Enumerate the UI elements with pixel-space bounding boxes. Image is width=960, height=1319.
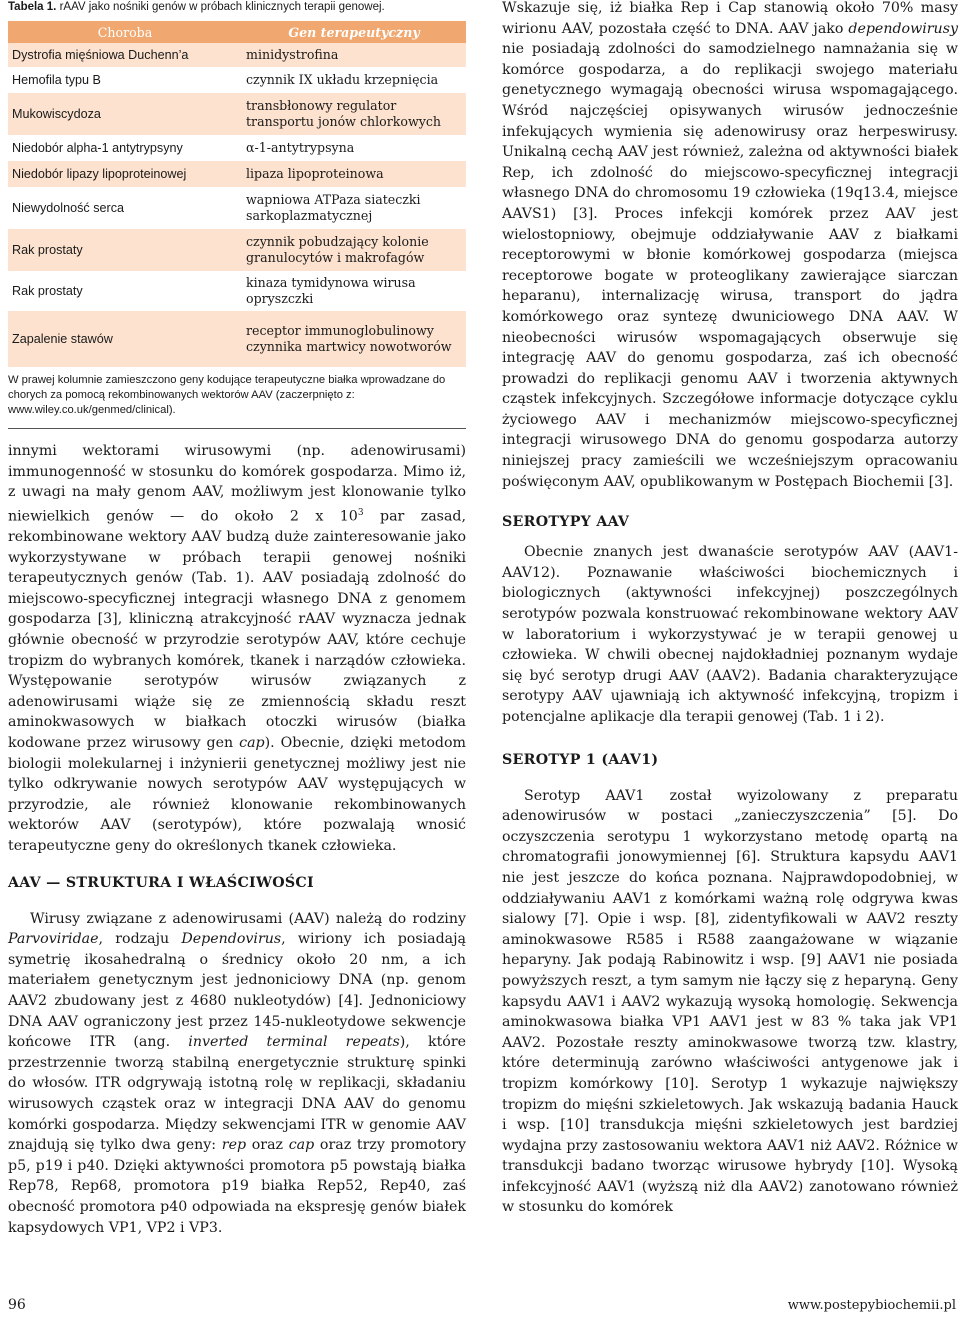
table-note: W prawej kolumnie zamieszczono geny kodujące terapeutyczne białka wprowadzane do chorych za pomocą rekombinowanych wektorów AAV (zaczerpnięto z: www.wiley.co.uk/genmed/clinical).: [8, 373, 466, 429]
table-row: [8, 43, 466, 67]
left-paragraph-2: [8, 909, 466, 1239]
text-span: Wskazuje się, iż białka Rep i Cap stanowią około 70% masy wirionu AAV, pozostała część to DNA. AAV jako: [502, 0, 958, 37]
row-disease: Niewydolność serca: [8, 187, 242, 229]
section-heading-serotypes: SEROTYPY AAV: [502, 514, 630, 531]
table-caption-text: rAAV jako nośniki genów w próbach klinicznych terapii genowej.: [56, 1, 385, 13]
text-span: nie posiadają zdolności do samodzielnego namnażania się w komórce gospodarza, a do replikacji swojego materiału genetycznego wymagają obecności wirusa wspomagającego. Wśród najczęściej opisywanych wirusów jednocześnie infekujących wymienia się adenowirusy oraz herpeswirusy. Unikalną cechą AAV jest również, zależna od aktywności białek Rep, ich zdolność do miejscowo-specyficznej integracji własnego DNA do chromosomu 19 człowieka (19q13.4, miejsce AAVS1) [3]. Proces infekcji komórek przez AAV jest wielostopniowy, obejmuje oddziaływanie AAV z białkami receptorowymi w błonie komórkowej gospodarza (miejsca receptorowe bogate w proteoglikany zawierające siarczan heparanu), internalizację wirusa, transport do jądra komórkowego oraz syntezę dwuniciowego DNA AAV. W nieobecności wirusów wspomagających obserwuje się integrację AAV do genomu gospodarza, zaś ich obecność prowadzi do replikacji genomu AAV i tworzenia aktywnych cząstek infekcyjnych. Szczegółowe informacje dotyczące cyklu życiowego AAV i mechanizmów miejscowo-specyficznej integracji wirusowego DNA do genomu gospodarza autorzy niniejszej pracy zamieścili we wcześniejszym opracowaniu poświęconym AAV, opublikowanym w Postępach Biochemii [3].: [502, 41, 958, 490]
table-caption-label: Tabela 1.: [8, 1, 57, 13]
text-span: Wirusy związane z adenowirusami (AAV) należą do rodziny: [30, 910, 466, 927]
text-span: oraz trzy promotory p5, p19 i p40. Dzięki aktywności promotora p5 powstają białka Rep78, Rep68, promotora p19 białka Rep52, Rep40, zaś obecność promotora p40 odpowiada na ekspresję genów białek kapsydowych VP1, VP2 i VP3.: [8, 1137, 466, 1236]
table-row: [8, 187, 466, 229]
table-row: [8, 161, 466, 187]
term-italic: inverted terminal repeats: [188, 1034, 400, 1051]
genus-name-italic: Dependovirus: [181, 931, 282, 948]
footer-url: www.postepybiochemii.pl: [787, 1298, 956, 1313]
row-disease: Hemofila typu B: [8, 67, 242, 93]
table-row: [8, 135, 466, 161]
gene-name-italic: cap: [239, 735, 265, 752]
gene-therapy-table: [8, 21, 466, 367]
table-row: [8, 67, 466, 93]
row-gene: transbłonowy regulator transportu jonów chlorkowych: [242, 93, 466, 135]
right-paragraph-2: Obecnie znanych jest dwanaście serotypów AAV (AAV1-AAV12). Poznawanie właściwości biochemicznych i biologicznych (aktywności infekcyjnej) poszczególnych serotypów pozwala konstruować rekombinowane wektory AAV w laboratorium i wykorzystywać je w terapii genowej u człowieka. W chwili obecnej najdokładniej poznanym wydaje się być serotyp drugi AAV (AAV2). Badania charakteryzujące serotypy AAV ujawniają ich aktywność infekcyjną, tropizm i potencjalne aplikacje dla terapii genowej (Tab. 1 i 2).: [502, 544, 958, 725]
table-row: [8, 311, 466, 367]
table-row: [8, 229, 466, 271]
text-span: innymi wektorami wirusowymi (np. adenowirusami) immunogenność w stosunku do komórek gospodarza. Mimo iż, z uwagi na mały genom AAV, możliwym jest klonowanie tylko niewielkich genów — do około 2 x 10: [8, 443, 466, 525]
table-row: [8, 93, 466, 135]
row-disease: Mukowiscydoza: [8, 93, 242, 135]
text-span: oraz: [246, 1137, 289, 1154]
section-heading-structure: AAV — STRUKTURA I WŁAŚCIWOŚCI: [8, 874, 314, 891]
row-disease: Niedobór lipazy lipoproteinowej: [8, 161, 242, 187]
row-gene: minidystrofina: [242, 43, 466, 67]
left-column: [8, 0, 466, 1238]
table-row: [8, 271, 466, 311]
superscript: 3: [357, 507, 364, 518]
row-gene: lipaza lipoproteinowa: [242, 161, 466, 187]
row-disease: Niedobór alpha-1 antytrypsyny: [8, 135, 242, 161]
text-span: ), które przestrzennie tworzą stabilną energetycznie strukturę spinki do włosów. ITR odgrywają istotną rolę w replikacji, składaniu wirusowych cząstek oraz w integracji DNA AAV do genomu komórki gospodarza. Między sekwencjami ITR w genomie AAV znajdują się tylko dwa geny:: [8, 1034, 466, 1154]
gene-name-italic: cap: [288, 1137, 315, 1154]
text-span: ). Obecnie, dzięki metodom biologii molekularnej i inżynierii genetycznej możliwy jest nie tylko odkrywanie nowych serotypów AAV występujących w przyrodzie, ale również klonowanie rekombinowanych wektorów AAV (serotypów), które pozwalają wnosić terapeutyczne geny do określonych tkanek człowieka.: [8, 735, 466, 855]
row-disease: Zapalenie stawów: [8, 311, 242, 367]
right-paragraph-1: [502, 0, 958, 492]
gene-name-italic: rep: [221, 1137, 247, 1154]
row-disease: Rak prostaty: [8, 271, 242, 311]
text-span: par zasad, rekombinowane wektory AAV budzą duże zainteresowanie jako wykorzystywane w próbach terapii genowej nośniki terapeutycznych genów (Tab. 1). AAV posiadają zdolność do miejscowo-specyficznej integracji własnego DNA z genomem gospodarza [3], kliniczną atrakcyjność rAAV wyznacza jednak głównie obecność w przyrodzie serotypów AAV, które cechuje tropizm do wybranych komórek, tkanek i narządów człowieka. Występowanie serotypów wirusów związanych z adenowirusami wiąże się ze zmiennością składu reszt aminokwasowych w białkach otoczki wirusów (białka kodowane przez wirusowy gen: [8, 508, 466, 752]
header-gene: Gen terapeutyczny: [242, 21, 466, 43]
row-disease: Dystrofia mięśniowa Duchenn’a: [8, 43, 242, 67]
row-gene: receptor immunoglobulinowy czynnika martwicy nowotworów: [242, 311, 466, 367]
row-gene: kinaza tymidynowa wirusa opryszczki: [242, 271, 466, 311]
row-gene: α-1-antytrypsyna: [242, 135, 466, 161]
text-span: , wiriony ich posiadają symetrię ikosahedralną o średnicy około 20 nm, a ich materiałem genetycznym jest jednoniciowy DNA (np. genom AAV2 zbudowany jest z 4680 nukleotydów) [4]. Jednoniciowy DNA AAV ograniczony jest przez 145-nukleotydowe sekwencje końcowe ITR (ang.: [8, 931, 467, 1051]
row-disease: Rak prostaty: [8, 229, 242, 271]
row-gene: wapniowa ATPaza siateczki sarkoplazmatycznej: [242, 187, 466, 229]
table-header-row: [8, 21, 466, 43]
term-italic: dependowirusy: [848, 20, 958, 37]
right-column: [502, 0, 958, 1218]
header-disease: Choroba: [8, 21, 242, 43]
text-span: , rodzaju: [98, 931, 182, 948]
family-name-italic: Parvoviridae: [8, 931, 99, 948]
table-caption: [8, 0, 466, 15]
right-paragraph-3: Serotyp AAV1 został wyizolowany z preparatu adenowirusów w postaci „zanieczyszczenia” [5]. Do oczyszczenia serotypu 1 wykorzystano metodę opartą na chromatografii jonowymiennej [6]. Struktura kapsydu AAV1 nie jest jeszcze do końca poznana. Najprawdopodobniej, w oddziaływaniu AAV1 z komórkami ważną rolę odgrywa kwas sialowy [7]. Opie i wsp. [8], zidentyfikowali w AAV2 reszty aminokwasowe R585 i R588 zaangażowane w wiązanie heparyny. Jak podają Rabinowitz i wsp. [9] AAV1 nie posiada powyższych reszt, a tym samym nie łączy się z heparyną. Geny kapsydu AAV1 i AAV2 wykazują wysoką homologię. Sekwencja aminokwasowa białka VP1 AAV1 jest w 83 % taka jak VP1 AAV2. Pozostałe reszty aminokwasowe tworzą tzw. klastry, które determinują zarówno właściwości antygenowe jak i tropizm komórkowy [10]. Serotyp 1 wykazuje największy tropizm do mięśni szkieletowych. Jak wskazują badania Hauck i wsp. [10] transdukcja mięśni szkieletowych jest bardziej wydajna przy zastosowaniu wektora AAV1 niż AAV2. Różnice w transdukcji badano tworząc wirusowe hybrydy [10]. Wysoką infekcyjność AAV1 (wyższą niż dla AAV2) zanotowano również w stosunku do komórek: [502, 787, 958, 1216]
row-gene: czynnik IX układu krzepnięcia: [242, 67, 466, 93]
section-heading-serotype-1: SEROTYP 1 (AAV1): [502, 751, 659, 768]
left-paragraph-1: [8, 441, 466, 857]
row-gene: czynnik pobudzający kolonie granulocytów i makrofagów: [242, 229, 466, 271]
page-number: 96: [8, 1297, 26, 1313]
